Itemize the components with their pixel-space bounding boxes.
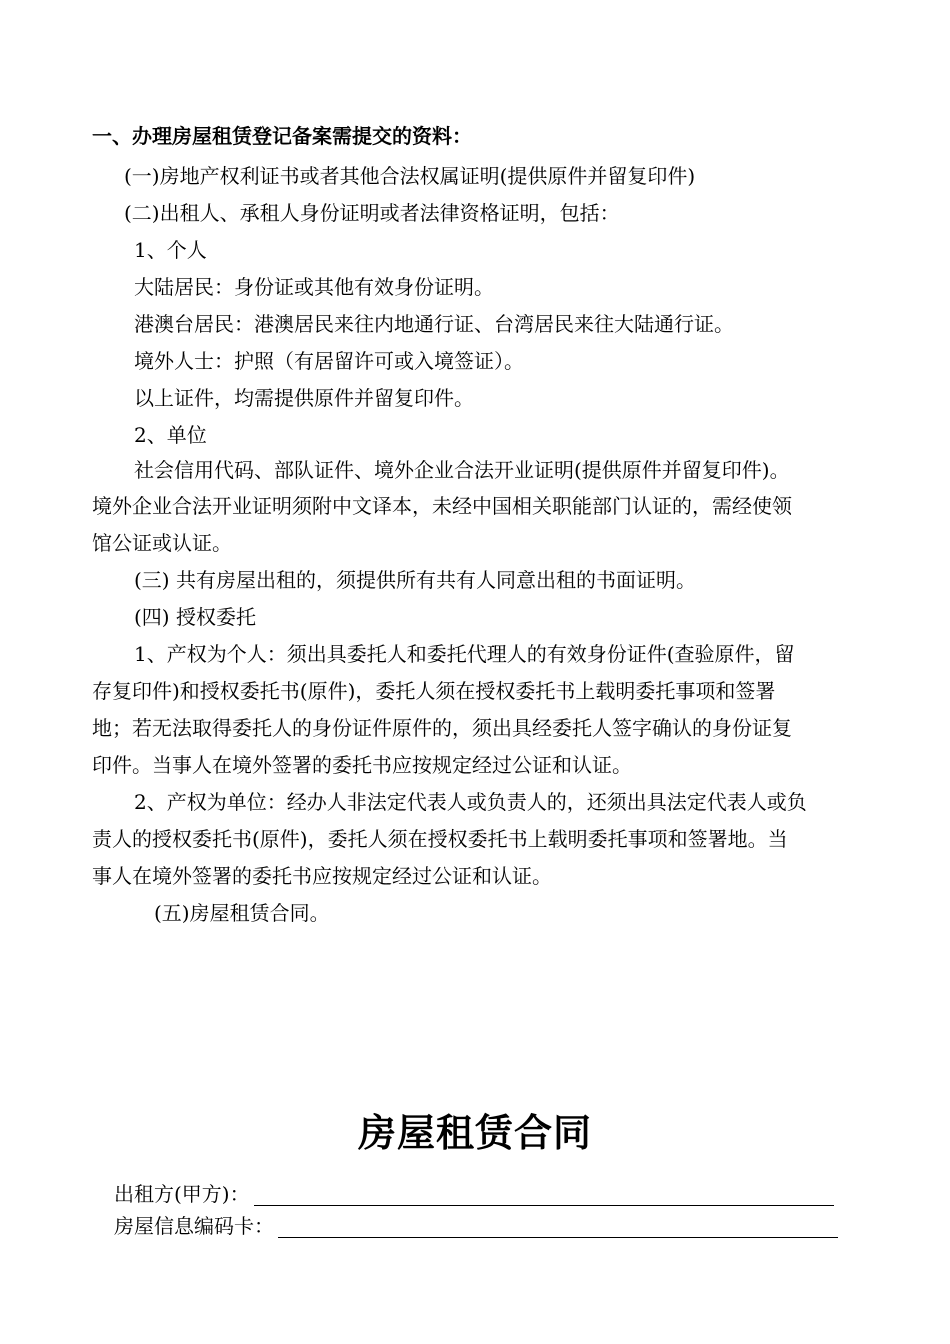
section-heading: 一、办理房屋租赁登记备案需提交的资料： [92, 124, 472, 148]
lessor-label: 出租方(甲方)： [114, 1182, 250, 1206]
sub-individual: 1、个人 [134, 238, 207, 262]
auth2-line-2: 责人的授权委托书(原件)，委托人须在授权委托书上载明委托事项和签署地。当 [92, 827, 788, 851]
house-code-field[interactable] [278, 1217, 838, 1238]
item-4: (四) 授权委托 [134, 605, 256, 629]
unit-line-1: 社会信用代码、部队证件、境外企业合法开业证明(提供原件并留复印件)。 [134, 458, 790, 482]
item-3: (三) 共有房屋出租的，须提供所有共有人同意出租的书面证明。 [134, 568, 696, 592]
house-code-label: 房屋信息编码卡： [114, 1214, 274, 1238]
unit-line-2: 境外企业合法开业证明须附中文译本，未经中国相关职能部门认证的，需经使领 [92, 494, 792, 518]
auth1-line-2: 存复印件)和授权委托书(原件)，委托人须在授权委托书上载明委托事项和签署 [92, 679, 776, 703]
mainland-residents: 大陆居民：身份证或其他有效身份证明。 [134, 275, 494, 299]
contract-title: 房屋租赁合同 [357, 1111, 592, 1155]
item-1: (一)房地产权利证书或者其他合法权属证明(提供原件并留复印件) [124, 164, 696, 188]
house-code-row [114, 1214, 838, 1238]
sub-unit: 2、单位 [134, 423, 207, 447]
item-5: (五)房屋租赁合同。 [154, 901, 330, 925]
auth2-line-1: 2、产权为单位：经办人非法定代表人或负责人的，还须出具法定代表人或负 [134, 790, 807, 814]
item-2: (二)出租人、承租人身份证明或者法律资格证明，包括： [124, 201, 620, 225]
above-docs: 以上证件，均需提供原件并留复印件。 [134, 386, 474, 410]
foreign-persons: 境外人士：护照（有居留许可或入境签证）。 [134, 349, 524, 373]
auth1-line-4: 印件。当事人在境外签署的委托书应按规定经过公证和认证。 [92, 753, 632, 777]
lessor-row [114, 1182, 834, 1206]
hk-macau-tw-residents: 港澳台居民：港澳居民来往内地通行证、台湾居民来往大陆通行证。 [134, 312, 734, 336]
auth2-line-3: 事人在境外签署的委托书应按规定经过公证和认证。 [92, 864, 552, 888]
unit-line-3: 馆公证或认证。 [92, 531, 232, 555]
auth1-line-3: 地；若无法取得委托人的身份证件原件的，须出具经委托人签字确认的身份证复 [92, 716, 792, 740]
auth1-line-1: 1、产权为个人：须出具委托人和委托代理人的有效身份证件(查验原件，留 [134, 642, 795, 666]
lessor-field[interactable] [254, 1185, 834, 1206]
